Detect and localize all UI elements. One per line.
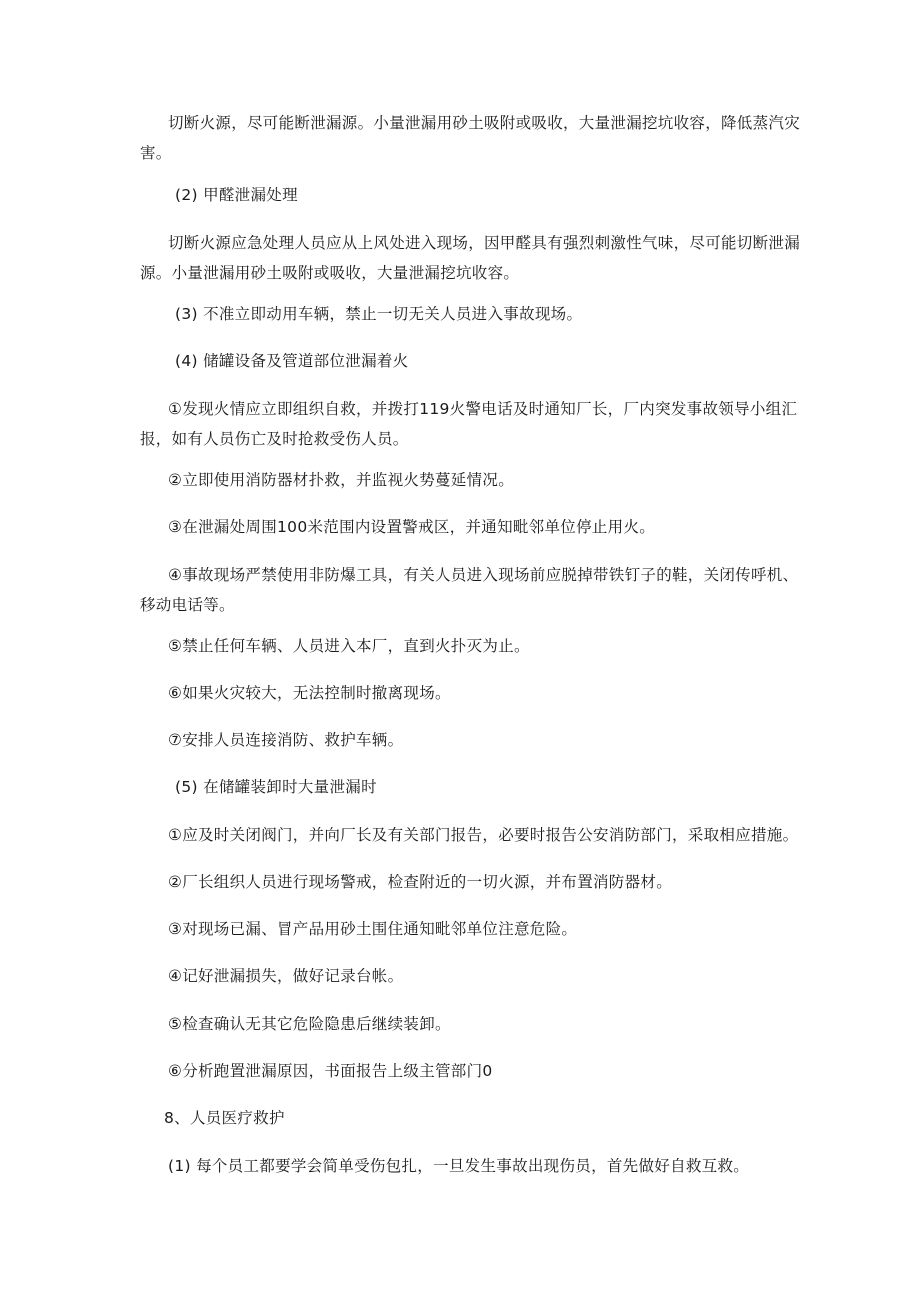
heading-formaldehyde-leak: (2) 甲醛泄漏处理	[175, 186, 298, 204]
list-item-fire-5: ⑤禁止任何车辆、人员进入本厂，直到火扑灭为止。	[168, 637, 530, 655]
list-item-unload-1: ①应及时关闭阀门，并向厂长及有关部门报告，必要时报告公安消防部门，采取相应措施。	[168, 826, 799, 844]
list-item-fire-4: ④事故现场严禁使用非防爆工具，有关人员进入现场前应脱掉带铁钉子的鞋，关闭传呼机、移动电话等。	[140, 566, 799, 614]
paragraph-first-aid: (1) 每个员工都要学会简单受伤包扎，一旦发生事故出现伤员，首先做好自救互救。	[168, 1157, 750, 1175]
heading-medical-rescue: 8、人员医疗救护	[164, 1109, 285, 1127]
list-item-unload-4: ④记好泄漏损失，做好记录台帐。	[168, 967, 404, 985]
list-item-unload-3: ③对现场已漏、冒产品用砂土围住通知毗邻单位注意危险。	[168, 920, 578, 938]
list-item-fire-3: ③在泄漏处周围100米范围内设置警戒区，并通知毗邻单位停止用火。	[168, 518, 656, 536]
list-item-fire-1: ①发现火情应立即组织自救，并拨打119火警电话及时通知厂长，厂内突发事故领导小组汇报，如有人员伤亡及时抢救受伤人员。	[140, 400, 798, 448]
paragraph-formaldehyde-handling: 切断火源应急处理人员应从上风处进入现场，因甲醛具有强烈刺激性气味，尽可能切断泄漏源。小量泄漏用砂土吸附或吸收，大量泄漏挖坑收容。	[140, 234, 801, 282]
heading-unloading-leak: (5) 在储罐装卸时大量泄漏时	[175, 778, 377, 796]
list-item-fire-2: ②立即使用消防器材扑救，并监视火势蔓延情况。	[168, 471, 514, 489]
list-item-unload-6: ⑥分析跑置泄漏原因，书面报告上级主管部门0	[168, 1062, 493, 1080]
heading-tank-fire: (4) 储罐设备及管道部位泄漏着火	[175, 352, 409, 370]
list-item-unload-2: ②厂长组织人员进行现场警戒，检查附近的一切火源，并布置消防器材。	[168, 873, 672, 891]
paragraph-no-vehicles: (3) 不准立即动用车辆，禁止一切无关人员进入事故现场。	[175, 305, 583, 323]
list-item-fire-7: ⑦安排人员连接消防、救护车辆。	[168, 731, 404, 749]
list-item-unload-5: ⑤检查确认无其它危险隐患后继续装卸。	[168, 1015, 451, 1033]
paragraph-fire-source: 切断火源，尽可能断泄漏源。小量泄漏用砂土吸附或吸收，大量泄漏挖坑收容，降低蒸汽灾害。	[140, 114, 801, 162]
list-item-fire-6: ⑥如果火灾较大，无法控制时撤离现场。	[168, 684, 451, 702]
